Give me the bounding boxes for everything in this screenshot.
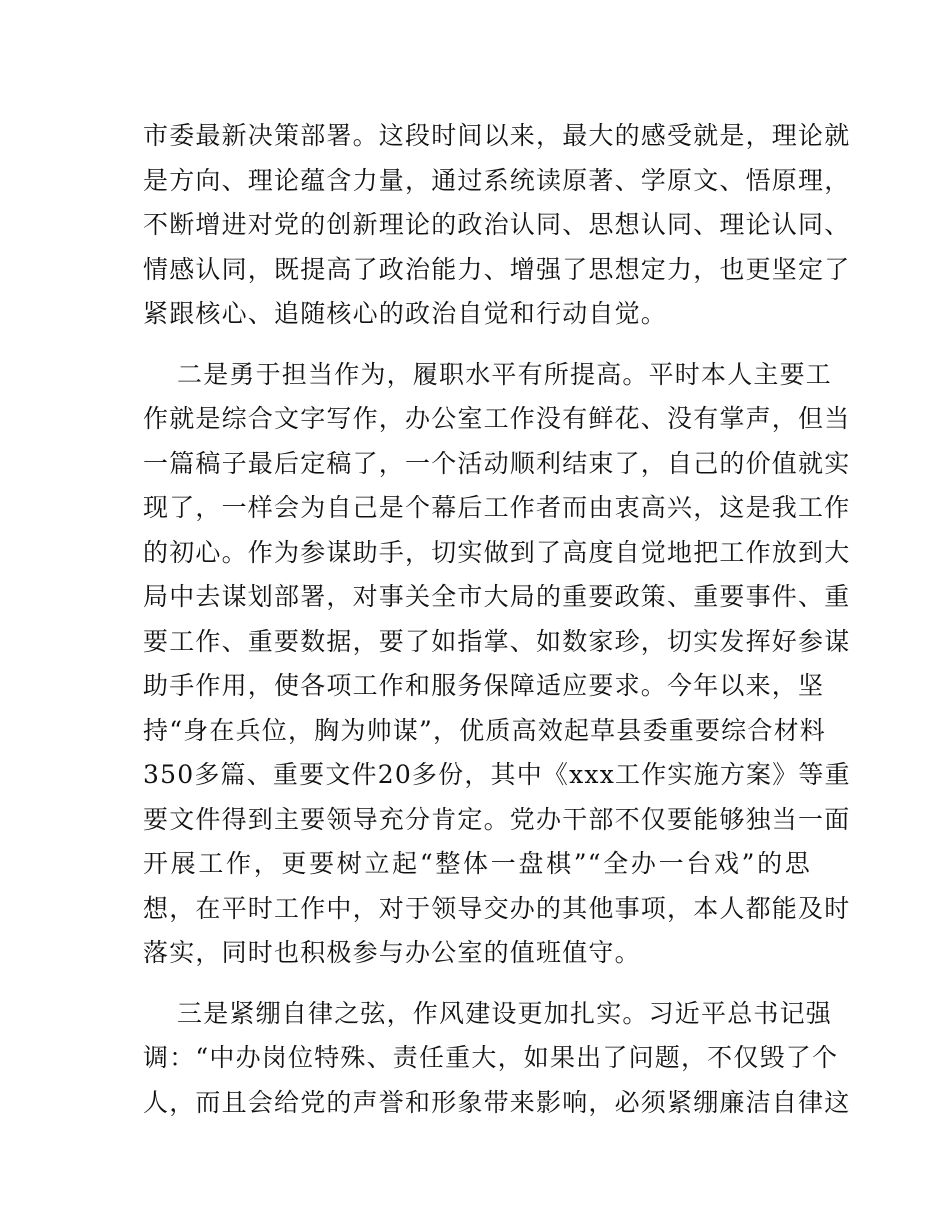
text-line: 一篇稿子最后定稿了，一个活动顺利结束了，自己的价值就实 <box>143 448 851 478</box>
text-line: 三是紧绷自律之弦，作风建设更加扎实。习近平总书记强 <box>177 998 833 1028</box>
text-line: 要文件得到主要领导充分肯定。党办干部不仅要能够独当一面 <box>143 804 851 834</box>
text-line: 开展工作，更要树立起“整体一盘棋”“全办一台戏”的思 <box>143 849 811 878</box>
document-body <box>143 114 851 1141</box>
text-line: 二是勇于担当作为，履职水平有所提高。平时本人主要工 <box>177 359 833 389</box>
text-line: 紧跟核心、追随核心的政治自觉和行动自觉。 <box>143 299 668 328</box>
paragraph-self-discipline <box>143 992 851 1126</box>
text-line: 局中去谋划部署，对事关全市大局的重要政策、重要事件、重 <box>143 582 851 611</box>
text-line: 人，而且会给党的声誉和形象带来影响，必须紧绷廉洁自律这 <box>143 1087 851 1117</box>
text-line: 是方向、理论蕴含力量，通过系统读原著、学原文、悟原理， <box>143 165 851 195</box>
text-line: 的初心。作为参谋助手，切实做到了高度自觉地把工作放到大 <box>143 537 851 567</box>
text-line: 情感认同，既提高了政治能力、增强了思想定力，也更坚定了 <box>143 254 851 284</box>
text-line: 不断增进对党的创新理论的政治认同、思想认同、理论认同、 <box>143 210 851 239</box>
text-line: 要工作、重要数据，要了如指掌、如数家珍，切实发挥好参谋 <box>143 626 851 656</box>
text-line: 想，在平时工作中，对于领导交办的其他事项，本人都能及时 <box>143 893 851 923</box>
text-line: 持“身在兵位，胸为帅谋”，优质高效起草县委重要综合材料 <box>143 715 826 745</box>
text-line: 350多篇、重要文件20多份，其中《xxx工作实施方案》等重 <box>143 760 851 789</box>
text-line: 作就是综合文字写作，办公室工作没有鲜花、没有掌声，但当 <box>143 404 851 433</box>
text-line: 助手作用，使各项工作和服务保障适应要求。今年以来，坚 <box>143 671 825 700</box>
paragraph-responsibility <box>143 353 851 976</box>
text-line: 落实，同时也积极参与办公室的值班值守。 <box>143 938 641 967</box>
text-line: 现了，一样会为自己是个幕后工作者而由衷高兴，这是我工作 <box>143 493 851 522</box>
text-line: 市委最新决策部署。这段时间以来，最大的感受就是，理论就 <box>143 121 851 150</box>
text-line: 调：“中办岗位特殊、责任重大，如果出了问题，不仅毁了个 <box>143 1043 839 1072</box>
paragraph-theory-study <box>143 114 851 337</box>
